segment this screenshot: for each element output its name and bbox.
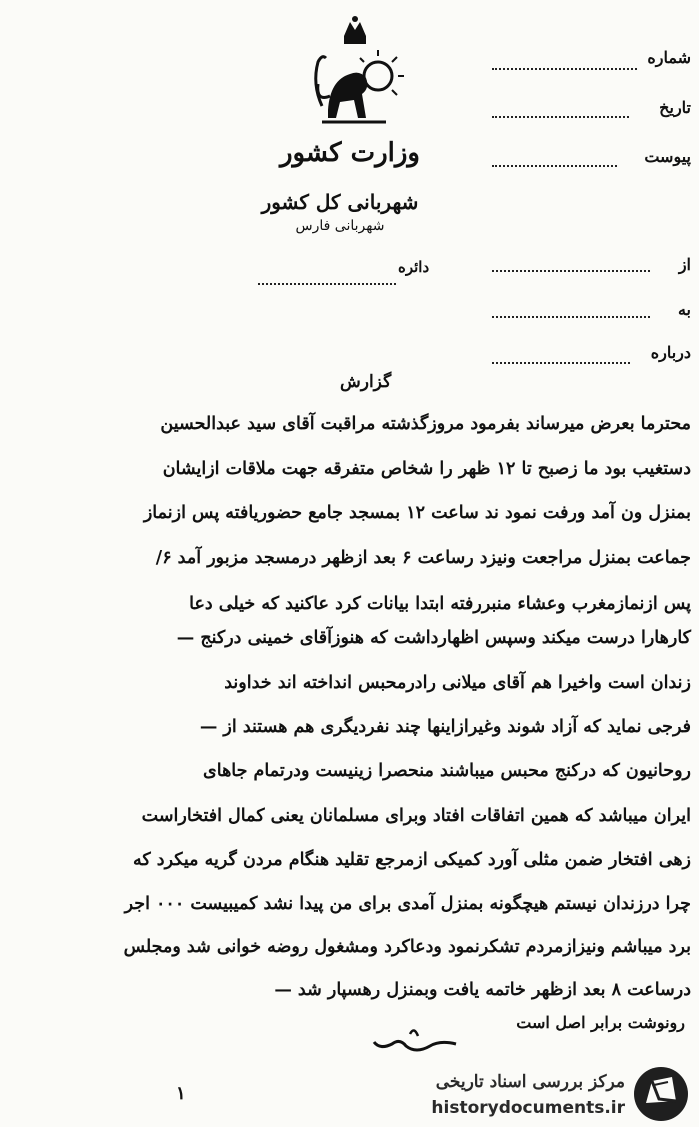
to-label: به — [677, 300, 691, 319]
report-line-11: زهی افتخار ضمن مثلی آورد کمیکی ازمرجع تقلید هنگام مردن گریه میکرد که — [132, 850, 691, 870]
report-line-9: روحانیون که درکنج محبس میباشند منحصرا زینیست ودرتمام جاهای — [203, 761, 691, 781]
department-field-line — [258, 283, 396, 285]
archive-center-logo-icon — [632, 1065, 690, 1123]
office-name: شهربانی کل کشور — [261, 190, 419, 214]
report-line-5: پس ازنمازمغرب وعشاء منبررفته ابتدا بیانات کرد عاکنید که خیلی دعا — [189, 594, 691, 614]
report-line-10: ایران میباشد که همین اتفاقات افتاد وبرای مسلمانان یعنی کمال افتخاراست — [141, 806, 691, 826]
report-line-14: درساعت ۸ بعد ازظهر خاتمه یافت وبمنزل رهسپار شد — — [274, 980, 691, 1000]
signature-mark — [370, 1016, 460, 1056]
number-field-line — [492, 68, 637, 70]
report-line-7: زندان است واخیرا هم آقای میلانی رادرمحبس انداخته اند خداوند — [224, 673, 691, 693]
number-label: شماره — [647, 48, 691, 67]
from-label: از — [678, 255, 691, 274]
watermark-url[interactable]: historydocuments.ir — [431, 1098, 625, 1118]
report-line-8: فرجی نماید که آزاد شوند وغیرازاینها چند نفردیگری هم هستند از — — [199, 717, 691, 737]
report-title: گزارش — [340, 372, 392, 392]
watermark-title: مرکز بررسی اسناد تاریخی — [435, 1072, 625, 1092]
date-label: تاریخ — [659, 98, 691, 117]
ministry-name: وزارت کشور — [280, 138, 420, 168]
report-line-3: بمنزل ون آمد ورفت نمود ند ساعت ۱۲ بمسجد جامع حضوریافته پس ازنماز — [143, 503, 691, 523]
report-line-13: برد میباشم ونیزازمردم تشکرنمود ودعاکرد ومشغول روضه خوانی شد ومجلس — [123, 937, 691, 957]
report-line-6: کارهارا درست میکند وسپس اظهارداشت که هنوزآقای خمینی درکنج — — [176, 628, 691, 648]
report-line-1: محترما بعرض میرساند بفرمود مروزگذشته مراقبت آقای سید عبدالحسین — [160, 414, 691, 434]
attachment-label: پیوست — [644, 147, 691, 166]
subject-label: درباره — [650, 343, 691, 362]
page-number: ۱ — [176, 1083, 186, 1104]
report-line-4: جماعت بمنزل مراجعت ونیزد رساعت ۶ بعد ازظهر درمسجد مزبور آمد ۶/ — [155, 548, 691, 568]
date-field-line — [492, 116, 629, 118]
city-office-name: شهربانی فارس — [295, 218, 385, 234]
lion-and-sun-emblem-icon — [300, 14, 410, 134]
to-field-line — [492, 316, 650, 318]
subject-field-line — [492, 362, 630, 364]
department-label: دائره — [398, 258, 430, 276]
copy-certification-note: رونوشت برابر اصل است — [516, 1013, 685, 1032]
attachment-field-line — [492, 165, 617, 167]
report-line-12: چرا درزندان نیستم هیچگونه بمنزل آمدی برای من پیدا نشد کمیبیست ۰۰۰ اجر — [124, 894, 691, 914]
report-line-2: دستغیب بود ما زصبح تا ۱۲ ظهر را شخاص متفرقه جهت ملاقات ازایشان — [162, 459, 691, 479]
from-field-line — [492, 270, 650, 272]
